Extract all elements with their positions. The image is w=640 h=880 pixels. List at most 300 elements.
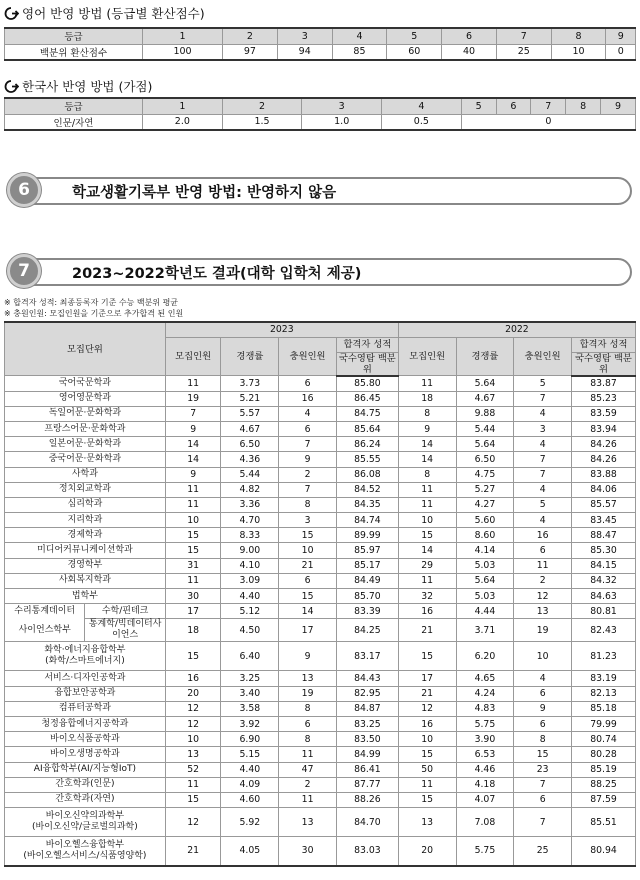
- value-cell: 8: [514, 732, 572, 747]
- unit-name-cell: 지리학과: [5, 513, 166, 528]
- value-cell: 6.90: [221, 732, 279, 747]
- value-cell: 88.25: [572, 777, 636, 792]
- value-cell: 84.35: [336, 497, 398, 512]
- value-cell: 10: [514, 642, 572, 671]
- arrow-bullet-icon: [4, 7, 19, 20]
- table-row: [5, 421, 636, 436]
- value-cell: 17: [279, 619, 337, 642]
- value-cell: 5.75: [456, 837, 514, 866]
- value-cell: 4.65: [456, 671, 514, 686]
- grade-cell: 3: [302, 98, 382, 114]
- unit-name-cell: 미디어커뮤니케이션학과: [5, 543, 166, 558]
- value-cell: 86.45: [336, 391, 398, 406]
- value-cell: 8.33: [221, 528, 279, 543]
- value-cell: 4.75: [456, 467, 514, 482]
- score-cell: 94: [277, 44, 332, 60]
- unit-name-cell: 정치외교학과: [5, 482, 166, 497]
- value-cell: 6: [279, 421, 337, 436]
- table-row: [5, 732, 636, 747]
- value-cell: 5.57: [221, 406, 279, 421]
- value-cell: 7: [514, 391, 572, 406]
- value-cell: 85.23: [572, 391, 636, 406]
- value-cell: 85.80: [336, 376, 398, 391]
- value-cell: 4.50: [221, 619, 279, 642]
- value-cell: 5.03: [456, 589, 514, 604]
- value-cell: 84.06: [572, 482, 636, 497]
- value-cell: 20: [165, 686, 221, 701]
- results-table: [4, 321, 636, 867]
- value-cell: 15: [165, 792, 221, 807]
- table-row: [5, 376, 636, 391]
- unit-name-cell: 바이오식품공학과: [5, 732, 166, 747]
- value-cell: 15: [165, 528, 221, 543]
- value-cell: 85.30: [572, 543, 636, 558]
- value-cell: 4.24: [456, 686, 514, 701]
- value-cell: 12: [165, 701, 221, 716]
- value-cell: 11: [398, 482, 456, 497]
- value-cell: 83.19: [572, 671, 636, 686]
- value-cell: 11: [514, 558, 572, 573]
- table-row: [5, 467, 636, 482]
- value-cell: 85.51: [572, 808, 636, 837]
- value-cell: 87.77: [336, 777, 398, 792]
- value-cell: 10: [165, 732, 221, 747]
- grade-cell: 4: [332, 28, 387, 44]
- section7-heading: 2023~2022학년도 결과(대학 입학처 제공): [72, 266, 362, 282]
- unit-name-cell: [5, 642, 166, 671]
- value-cell: 83.45: [572, 513, 636, 528]
- value-cell: 4: [514, 437, 572, 452]
- section6-heading: 학교생활기록부 반영 방법: 반영하지 않음: [72, 185, 337, 201]
- table-row: [5, 437, 636, 452]
- value-cell: 4.18: [456, 777, 514, 792]
- unit-name-cell: 프랑스어문·문화학과: [5, 421, 166, 436]
- unit-name-cell: AI융합학부(AI/지능형IoT): [5, 762, 166, 777]
- table-row: [5, 513, 636, 528]
- value-cell: 15: [398, 642, 456, 671]
- value-cell: 17: [165, 604, 221, 619]
- value-cell: 47: [279, 762, 337, 777]
- value-cell: 3.09: [221, 573, 279, 588]
- value-cell: 85.55: [336, 452, 398, 467]
- value-cell: 8: [279, 732, 337, 747]
- value-cell: 10: [398, 732, 456, 747]
- value-cell: 84.15: [572, 558, 636, 573]
- value-cell: 82.43: [572, 619, 636, 642]
- value-cell: 83.17: [336, 642, 398, 671]
- value-cell: 6: [514, 686, 572, 701]
- value-cell: 4.60: [221, 792, 279, 807]
- value-cell: 15: [398, 528, 456, 543]
- value-cell: 15: [279, 528, 337, 543]
- unit-header: 모집단위: [5, 322, 166, 376]
- value-cell: 13: [279, 808, 337, 837]
- value-cell: 10: [165, 513, 221, 528]
- col-score-bottom: 국수영탐 백분위: [572, 352, 636, 376]
- value-cell: 7: [514, 452, 572, 467]
- value-cell: 30: [279, 837, 337, 866]
- unit-name-cell: 서비스·디자인공학과: [5, 671, 166, 686]
- value-cell: 83.39: [336, 604, 398, 619]
- value-cell: 11: [165, 482, 221, 497]
- value-cell: 3.36: [221, 497, 279, 512]
- value-cell: 11: [279, 747, 337, 762]
- value-cell: 8: [279, 701, 337, 716]
- unit-name-cell: 영어영문학과: [5, 391, 166, 406]
- value-cell: 29: [398, 558, 456, 573]
- history-section-title: [4, 77, 152, 95]
- value-cell: 14: [398, 543, 456, 558]
- value-cell: 21: [279, 558, 337, 573]
- section7-banner: [4, 253, 632, 289]
- value-cell: 18: [165, 619, 221, 642]
- value-cell: 9: [165, 421, 221, 436]
- table-row: [5, 543, 636, 558]
- unit-name-cell: 컴퓨터공학과: [5, 701, 166, 716]
- value-cell: 7: [514, 808, 572, 837]
- value-cell: 8: [279, 497, 337, 512]
- value-cell: 19: [514, 619, 572, 642]
- score-cell: 85: [332, 44, 387, 60]
- year-2023-header: 2023: [165, 322, 398, 337]
- col-fill: 충원인원: [279, 337, 337, 376]
- value-cell: 11: [398, 497, 456, 512]
- bonus-cell-rest: 0: [461, 114, 635, 130]
- english-section-title: [4, 4, 205, 22]
- table-row: [5, 716, 636, 731]
- value-cell: 3.71: [456, 619, 514, 642]
- value-cell: 11: [165, 777, 221, 792]
- value-cell: 11: [279, 792, 337, 807]
- unit-name-cell: 경제학과: [5, 528, 166, 543]
- value-cell: 23: [514, 762, 572, 777]
- value-cell: 4.14: [456, 543, 514, 558]
- value-cell: 3: [514, 421, 572, 436]
- value-cell: 11: [398, 376, 456, 391]
- value-cell: 83.03: [336, 837, 398, 866]
- col-quota: 모집인원: [398, 337, 456, 376]
- value-cell: 88.26: [336, 792, 398, 807]
- value-cell: 5.64: [456, 437, 514, 452]
- value-cell: 6: [279, 716, 337, 731]
- table-row: [5, 619, 636, 642]
- score-cell: 40: [442, 44, 497, 60]
- unit-name-cell: 일본어문·문화학과: [5, 437, 166, 452]
- value-cell: 81.23: [572, 642, 636, 671]
- value-cell: 14: [398, 437, 456, 452]
- score-cell: 97: [223, 44, 278, 60]
- bonus-cell: 1.5: [222, 114, 302, 130]
- history-row-label: 인문/자연: [5, 114, 143, 130]
- value-cell: 9.00: [221, 543, 279, 558]
- value-cell: 4.36: [221, 452, 279, 467]
- value-cell: 6: [279, 376, 337, 391]
- unit-name-cell: [5, 837, 166, 866]
- grade-cell: 7: [496, 28, 551, 44]
- value-cell: 83.88: [572, 467, 636, 482]
- value-cell: 4.67: [221, 421, 279, 436]
- value-cell: 79.99: [572, 716, 636, 731]
- grade-cell: 1: [143, 28, 223, 44]
- value-cell: 21: [165, 837, 221, 866]
- value-cell: 7.08: [456, 808, 514, 837]
- value-cell: 11: [398, 777, 456, 792]
- value-cell: 82.95: [336, 686, 398, 701]
- grade-cell: 2: [223, 28, 278, 44]
- value-cell: 15: [165, 642, 221, 671]
- score-cell: 60: [387, 44, 442, 60]
- unit-name-line: 바이오헬스융합학부: [45, 839, 125, 850]
- value-cell: 86.24: [336, 437, 398, 452]
- value-cell: 3.92: [221, 716, 279, 731]
- note-score: ※ 합격자 성적: 최종등록자 기준 수능 백분위 평균: [4, 298, 179, 307]
- unit-name-line: 화학·에너지융합학부: [44, 645, 126, 656]
- value-cell: 9: [279, 452, 337, 467]
- value-cell: 3.58: [221, 701, 279, 716]
- value-cell: 7: [514, 777, 572, 792]
- value-cell: 82.13: [572, 686, 636, 701]
- value-cell: 20: [398, 837, 456, 866]
- value-cell: 52: [165, 762, 221, 777]
- value-cell: 2: [279, 777, 337, 792]
- value-cell: 4.67: [456, 391, 514, 406]
- col-rate: 경쟁률: [456, 337, 514, 376]
- value-cell: 8: [398, 467, 456, 482]
- value-cell: 3: [279, 513, 337, 528]
- value-cell: 5.44: [221, 467, 279, 482]
- value-cell: 6.40: [221, 642, 279, 671]
- table-row: [5, 747, 636, 762]
- table-row: [5, 452, 636, 467]
- value-cell: 84.87: [336, 701, 398, 716]
- unit-group-cell: 사이언스학부: [5, 619, 85, 642]
- grade-cell: 2: [222, 98, 302, 114]
- section-number-badge: 6: [7, 173, 41, 207]
- value-cell: 10: [279, 543, 337, 558]
- value-cell: 16: [398, 716, 456, 731]
- table-row: [5, 701, 636, 716]
- value-cell: 19: [279, 686, 337, 701]
- section-number-badge: 7: [7, 254, 41, 288]
- value-cell: 15: [514, 747, 572, 762]
- value-cell: 85.97: [336, 543, 398, 558]
- value-cell: 6.20: [456, 642, 514, 671]
- value-cell: 84.63: [572, 589, 636, 604]
- value-cell: 2: [279, 467, 337, 482]
- table-row: [5, 671, 636, 686]
- value-cell: 84.32: [572, 573, 636, 588]
- value-cell: 80.81: [572, 604, 636, 619]
- table-row: [5, 558, 636, 573]
- value-cell: 14: [398, 452, 456, 467]
- value-cell: 7: [514, 467, 572, 482]
- value-cell: 4.40: [221, 762, 279, 777]
- value-cell: 16: [279, 391, 337, 406]
- unit-name-cell: 간호학과(인문): [5, 777, 166, 792]
- value-cell: 5: [514, 376, 572, 391]
- table-row: [5, 497, 636, 512]
- value-cell: 11: [165, 497, 221, 512]
- table-row: [5, 792, 636, 807]
- value-cell: 3.90: [456, 732, 514, 747]
- value-cell: 5.12: [221, 604, 279, 619]
- unit-name-line: (바이오신약/글로벌의과학): [32, 822, 138, 833]
- value-cell: 4.05: [221, 837, 279, 866]
- grade-cell: 6: [496, 98, 531, 114]
- value-cell: 6.50: [221, 437, 279, 452]
- value-cell: 4.09: [221, 777, 279, 792]
- value-cell: 6: [514, 792, 572, 807]
- unit-name-cell: 간호학과(자연): [5, 792, 166, 807]
- value-cell: 17: [398, 671, 456, 686]
- section6-banner: [4, 172, 632, 208]
- value-cell: 4: [279, 406, 337, 421]
- unit-name-cell: 융합보안공학과: [5, 686, 166, 701]
- english-title-text: 영어 반영 방법 (등급별 환산점수): [22, 6, 205, 21]
- value-cell: 13: [279, 671, 337, 686]
- value-cell: 83.87: [572, 376, 636, 391]
- value-cell: 4.10: [221, 558, 279, 573]
- value-cell: 80.74: [572, 732, 636, 747]
- value-cell: 16: [165, 671, 221, 686]
- value-cell: 9: [279, 642, 337, 671]
- value-cell: 84.52: [336, 482, 398, 497]
- table-row: [5, 762, 636, 777]
- grade-header: 등급: [5, 28, 143, 44]
- value-cell: 4.40: [221, 589, 279, 604]
- value-cell: 84.26: [572, 437, 636, 452]
- table-row: [5, 482, 636, 497]
- table-row: [5, 642, 636, 671]
- value-cell: 14: [165, 452, 221, 467]
- grade-cell: 8: [551, 28, 606, 44]
- col-score-top: 합격자 성적: [572, 337, 636, 352]
- value-cell: 84.70: [336, 808, 398, 837]
- unit-name-cell: 청정융합에너지공학과: [5, 716, 166, 731]
- value-cell: 87.59: [572, 792, 636, 807]
- unit-name-cell: 심리학과: [5, 497, 166, 512]
- value-cell: 83.50: [336, 732, 398, 747]
- value-cell: 85.18: [572, 701, 636, 716]
- table-row: [5, 391, 636, 406]
- value-cell: 84.43: [336, 671, 398, 686]
- value-cell: 16: [514, 528, 572, 543]
- value-cell: 83.59: [572, 406, 636, 421]
- value-cell: 4.27: [456, 497, 514, 512]
- value-cell: 6: [279, 573, 337, 588]
- value-cell: 4.82: [221, 482, 279, 497]
- history-title-text: 한국사 반영 방법 (가점): [22, 79, 153, 94]
- value-cell: 83.94: [572, 421, 636, 436]
- value-cell: 5.64: [456, 376, 514, 391]
- year-2022-header: 2022: [398, 322, 635, 337]
- value-cell: 14: [165, 437, 221, 452]
- unit-name-cell: 바이오생명공학과: [5, 747, 166, 762]
- value-cell: 12: [165, 808, 221, 837]
- value-cell: 84.75: [336, 406, 398, 421]
- value-cell: 4: [514, 406, 572, 421]
- value-cell: 80.28: [572, 747, 636, 762]
- value-cell: 5.64: [456, 573, 514, 588]
- value-cell: 5.92: [221, 808, 279, 837]
- unit-name-cell: 경영학부: [5, 558, 166, 573]
- col-rate: 경쟁률: [221, 337, 279, 376]
- value-cell: 6.53: [456, 747, 514, 762]
- value-cell: 9: [514, 701, 572, 716]
- value-cell: 8: [398, 406, 456, 421]
- value-cell: 15: [398, 792, 456, 807]
- value-cell: 85.17: [336, 558, 398, 573]
- value-cell: 89.99: [336, 528, 398, 543]
- value-cell: 15: [279, 589, 337, 604]
- value-cell: 5.03: [456, 558, 514, 573]
- col-score-top: 합격자 성적: [336, 337, 398, 352]
- unit-name-line: (바이오헬스서비스/식품영양학): [23, 850, 147, 861]
- unit-name-cell: 국어국문학과: [5, 376, 166, 391]
- col-quota: 모집인원: [165, 337, 221, 376]
- value-cell: 11: [165, 376, 221, 391]
- value-cell: 9: [398, 421, 456, 436]
- table-row: [5, 808, 636, 837]
- value-cell: 3.25: [221, 671, 279, 686]
- value-cell: 7: [279, 482, 337, 497]
- value-cell: 84.26: [572, 452, 636, 467]
- unit-name-cell: [5, 808, 166, 837]
- value-cell: 21: [398, 686, 456, 701]
- value-cell: 4.44: [456, 604, 514, 619]
- grade-cell: 6: [442, 28, 497, 44]
- grade-header: 등급: [5, 98, 143, 114]
- unit-name-line: (화학/스마트에너지): [45, 656, 125, 667]
- grade-cell: 4: [382, 98, 462, 114]
- col-score-bottom: 국수영탐 백분위: [336, 352, 398, 376]
- value-cell: 4: [514, 513, 572, 528]
- value-cell: 8.60: [456, 528, 514, 543]
- value-cell: 12: [398, 701, 456, 716]
- value-cell: 18: [398, 391, 456, 406]
- value-cell: 84.74: [336, 513, 398, 528]
- value-cell: 86.08: [336, 467, 398, 482]
- value-cell: 15: [165, 543, 221, 558]
- value-cell: 83.25: [336, 716, 398, 731]
- english-table: [4, 27, 636, 61]
- table-row: [5, 777, 636, 792]
- value-cell: 85.19: [572, 762, 636, 777]
- value-cell: 3.40: [221, 686, 279, 701]
- value-cell: 5: [514, 497, 572, 512]
- score-cell: 25: [496, 44, 551, 60]
- unit-name-cell: 사회복지학과: [5, 573, 166, 588]
- value-cell: 10: [398, 513, 456, 528]
- unit-group-cell: 수리통계데이터: [5, 604, 85, 619]
- history-table: [4, 97, 636, 131]
- score-cell: 100: [143, 44, 223, 60]
- unit-name-cell: 수학/핀테크: [85, 604, 165, 619]
- value-cell: 15: [398, 747, 456, 762]
- value-cell: 3.73: [221, 376, 279, 391]
- value-cell: 21: [398, 619, 456, 642]
- value-cell: 6: [514, 716, 572, 731]
- value-cell: 12: [165, 716, 221, 731]
- unit-name-line: 바이오신약의과학부: [45, 811, 125, 822]
- grade-cell: 5: [387, 28, 442, 44]
- table-row: [5, 406, 636, 421]
- grade-cell: 3: [277, 28, 332, 44]
- value-cell: 19: [165, 391, 221, 406]
- value-cell: 32: [398, 589, 456, 604]
- value-cell: 9: [165, 467, 221, 482]
- value-cell: 84.99: [336, 747, 398, 762]
